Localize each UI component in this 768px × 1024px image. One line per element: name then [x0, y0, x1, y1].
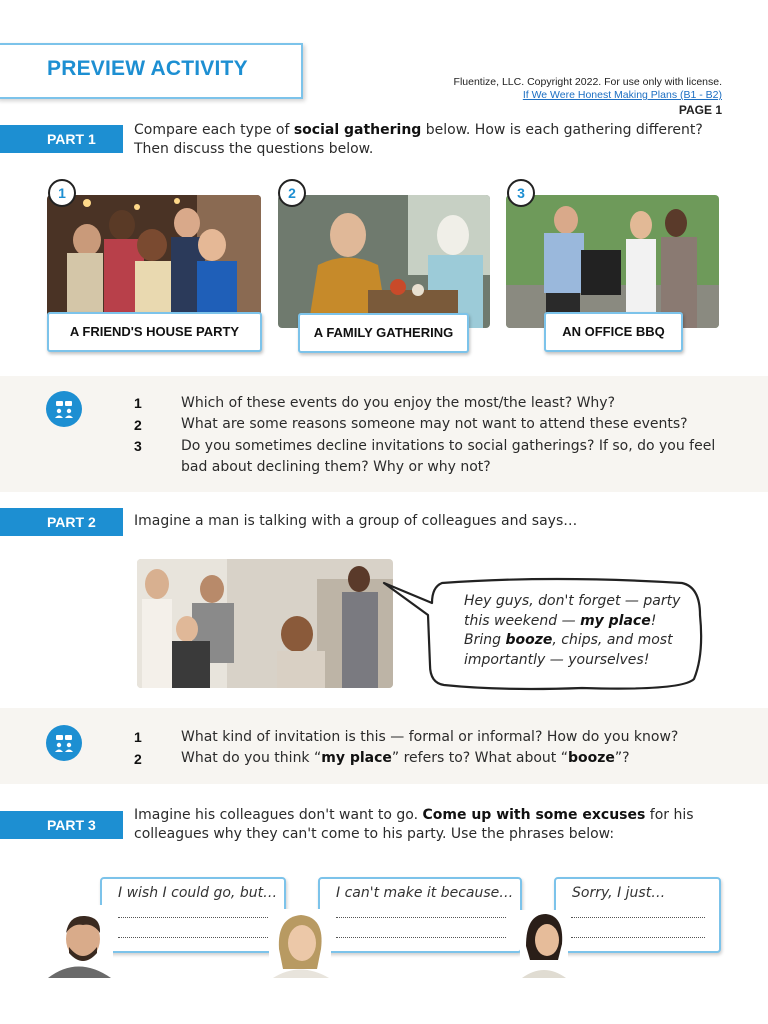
answer-line[interactable]	[118, 937, 270, 938]
question-text: Which of these events do you enjoy the most/the least? Why?	[181, 395, 616, 411]
question-text: Do you sometimes decline invitations to social gatherings? If so, do you feel bad about declining them? Why or why not?	[181, 438, 716, 475]
speech-bubble-text: Hey guys, don't forget — party this weekend — my place! Bring booze, chips, and most importantly — yourselves!	[464, 593, 681, 668]
family-gathering-photo	[278, 195, 490, 328]
question-number: 3	[134, 438, 142, 454]
part-2-instruction: Imagine a man is talking with a group of colleagues and says…	[134, 513, 578, 529]
photo-3-number: 3	[507, 179, 535, 207]
copyright-block	[454, 76, 722, 117]
photo-1-number: 1	[48, 179, 76, 207]
part-1-label: PART 1	[0, 125, 123, 153]
answer-line[interactable]	[571, 937, 705, 938]
copyright-text: Fluentize, LLC. Copyright 2022. For use only with license.	[453, 76, 722, 88]
photo-2-number: 2	[278, 179, 306, 207]
question-number: 2	[134, 751, 142, 767]
question-number: 2	[134, 417, 142, 433]
office-bbq-photo	[506, 195, 719, 328]
colleagues-photo	[137, 559, 393, 688]
excuse-prompt: Sorry, I just…	[572, 885, 666, 901]
man-avatar	[43, 905, 113, 978]
question-number: 1	[134, 395, 142, 411]
question-text: What are some reasons someone may not want to attend these events?	[181, 416, 688, 432]
answer-line[interactable]	[571, 917, 705, 918]
woman-avatar	[269, 909, 331, 978]
answer-line[interactable]	[336, 937, 506, 938]
page-title: PREVIEW ACTIVITY	[47, 57, 248, 80]
question-text: What do you think “my place” refers to? What about “booze”?	[181, 750, 630, 766]
part-3-label: PART 3	[0, 811, 123, 839]
part-2-label: PART 2	[0, 508, 123, 536]
house-party-photo	[47, 195, 261, 328]
group-discussion-icon	[46, 725, 82, 761]
answer-line[interactable]	[118, 917, 270, 918]
part-3-instruction: Imagine his colleagues don't want to go. Come up with some excuses for his colleagues why they can't come to his party. Use the phrases below:	[134, 807, 694, 842]
family-gathering-caption: A FAMILY GATHERING	[298, 313, 469, 353]
question-number: 1	[134, 729, 142, 745]
group-discussion-icon	[46, 391, 82, 427]
page-number: PAGE 1	[678, 103, 722, 117]
excuse-prompt: I wish I could go, but…	[118, 885, 278, 901]
answer-line[interactable]	[336, 917, 506, 918]
question-text: What kind of invitation is this — formal or informal? How do you know?	[181, 729, 679, 745]
part-1-instruction: Compare each type of social gathering below. How is each gathering different? Then discuss the questions below.	[134, 122, 703, 157]
excuse-prompt: I can't make it because…	[336, 885, 514, 901]
office-bbq-caption: AN OFFICE BBQ	[544, 312, 683, 352]
house-party-caption: A FRIEND'S HOUSE PARTY	[47, 312, 262, 352]
woman-avatar	[520, 910, 568, 978]
lesson-link[interactable]: If We Were Honest Making Plans (B1 - B2)	[522, 89, 722, 101]
